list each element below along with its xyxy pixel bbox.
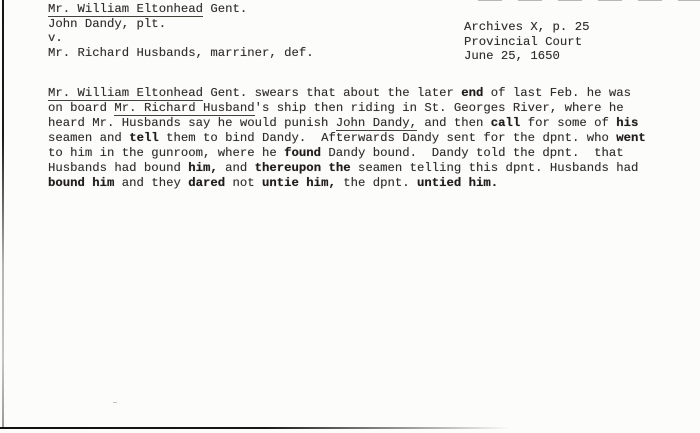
typed-text: them to bind Dandy. Afterwards Dandy sent for the dpnt. who	[158, 131, 617, 145]
case-header-right	[464, 20, 589, 64]
typed-text: seamen and	[48, 131, 130, 145]
plaintiff-line: John Dandy, plt.	[48, 16, 167, 31]
deposition-line	[48, 176, 646, 191]
typed-text: of last Feb. he was	[483, 86, 631, 100]
defendant-line: Mr. Richard Husbands, marriner, def.	[48, 45, 314, 60]
typed-text: 's ship then riding in St. Georges River, where he	[254, 101, 624, 115]
deposition-line	[48, 161, 646, 176]
deposition-line	[48, 116, 646, 131]
typed-text: Husbands had bound	[48, 161, 189, 175]
overstruck-text: bound him	[48, 176, 115, 190]
overstruck-text: call	[490, 116, 521, 130]
underlined-text: Mr. William Eltonhead	[48, 86, 203, 100]
overstruck-text: thereupon the	[254, 161, 351, 175]
deposition-line	[48, 146, 646, 161]
overstruck-text: untie him,	[262, 176, 336, 190]
typed-text: the dpnt.	[335, 176, 418, 190]
overstruck-text: end	[461, 86, 484, 100]
case-title	[48, 2, 314, 17]
underlined-text: John Dandy,	[335, 116, 417, 130]
case-title-name: Mr. William Eltonhead	[48, 2, 203, 16]
archives-reference: Archives X, p. 25	[464, 20, 590, 34]
versus-line: v.	[48, 31, 63, 45]
case-title-suffix: Gent.	[202, 2, 248, 16]
overstruck-text: found	[284, 146, 322, 160]
typed-text: on board	[48, 101, 115, 115]
typed-text: to him in the gunroom, where he	[48, 146, 285, 160]
typed-text: Gent. swears that about the later	[202, 86, 462, 100]
deposition-line	[48, 101, 646, 116]
typed-text: for some of	[520, 116, 617, 130]
typed-text: and they	[114, 176, 189, 190]
typed-text: seamen telling this dpnt. Husbands had	[350, 161, 639, 175]
deposition-line	[48, 86, 646, 101]
deposition-line	[48, 131, 646, 146]
underlined-text: Mr. Richard Husband	[114, 101, 255, 115]
overstruck-text: his	[616, 116, 639, 130]
court-name: Provincial Court	[464, 34, 583, 49]
overstruck-text: dared	[188, 176, 226, 190]
scan-speck	[113, 402, 117, 403]
typed-text: and	[217, 161, 255, 175]
overstruck-text: tell	[129, 131, 159, 145]
overstruck-text: went	[616, 131, 646, 145]
deposition-text	[48, 86, 646, 191]
typed-text: Dandy bound. Dandy told the dpnt. that	[321, 146, 624, 160]
typed-text: and then	[416, 116, 491, 130]
scan-edge-bottom	[0, 427, 510, 429]
typed-text: not	[225, 176, 263, 190]
case-header-left	[48, 2, 314, 60]
case-date: June 25, 1650	[464, 49, 560, 63]
typed-text: heard Mr. Husbands say he would punish	[48, 116, 336, 130]
overstruck-text: untied him.	[417, 176, 499, 190]
scan-edge-top	[478, 0, 700, 1]
scan-edge-left	[2, 0, 4, 429]
overstruck-text: him,	[188, 161, 218, 175]
